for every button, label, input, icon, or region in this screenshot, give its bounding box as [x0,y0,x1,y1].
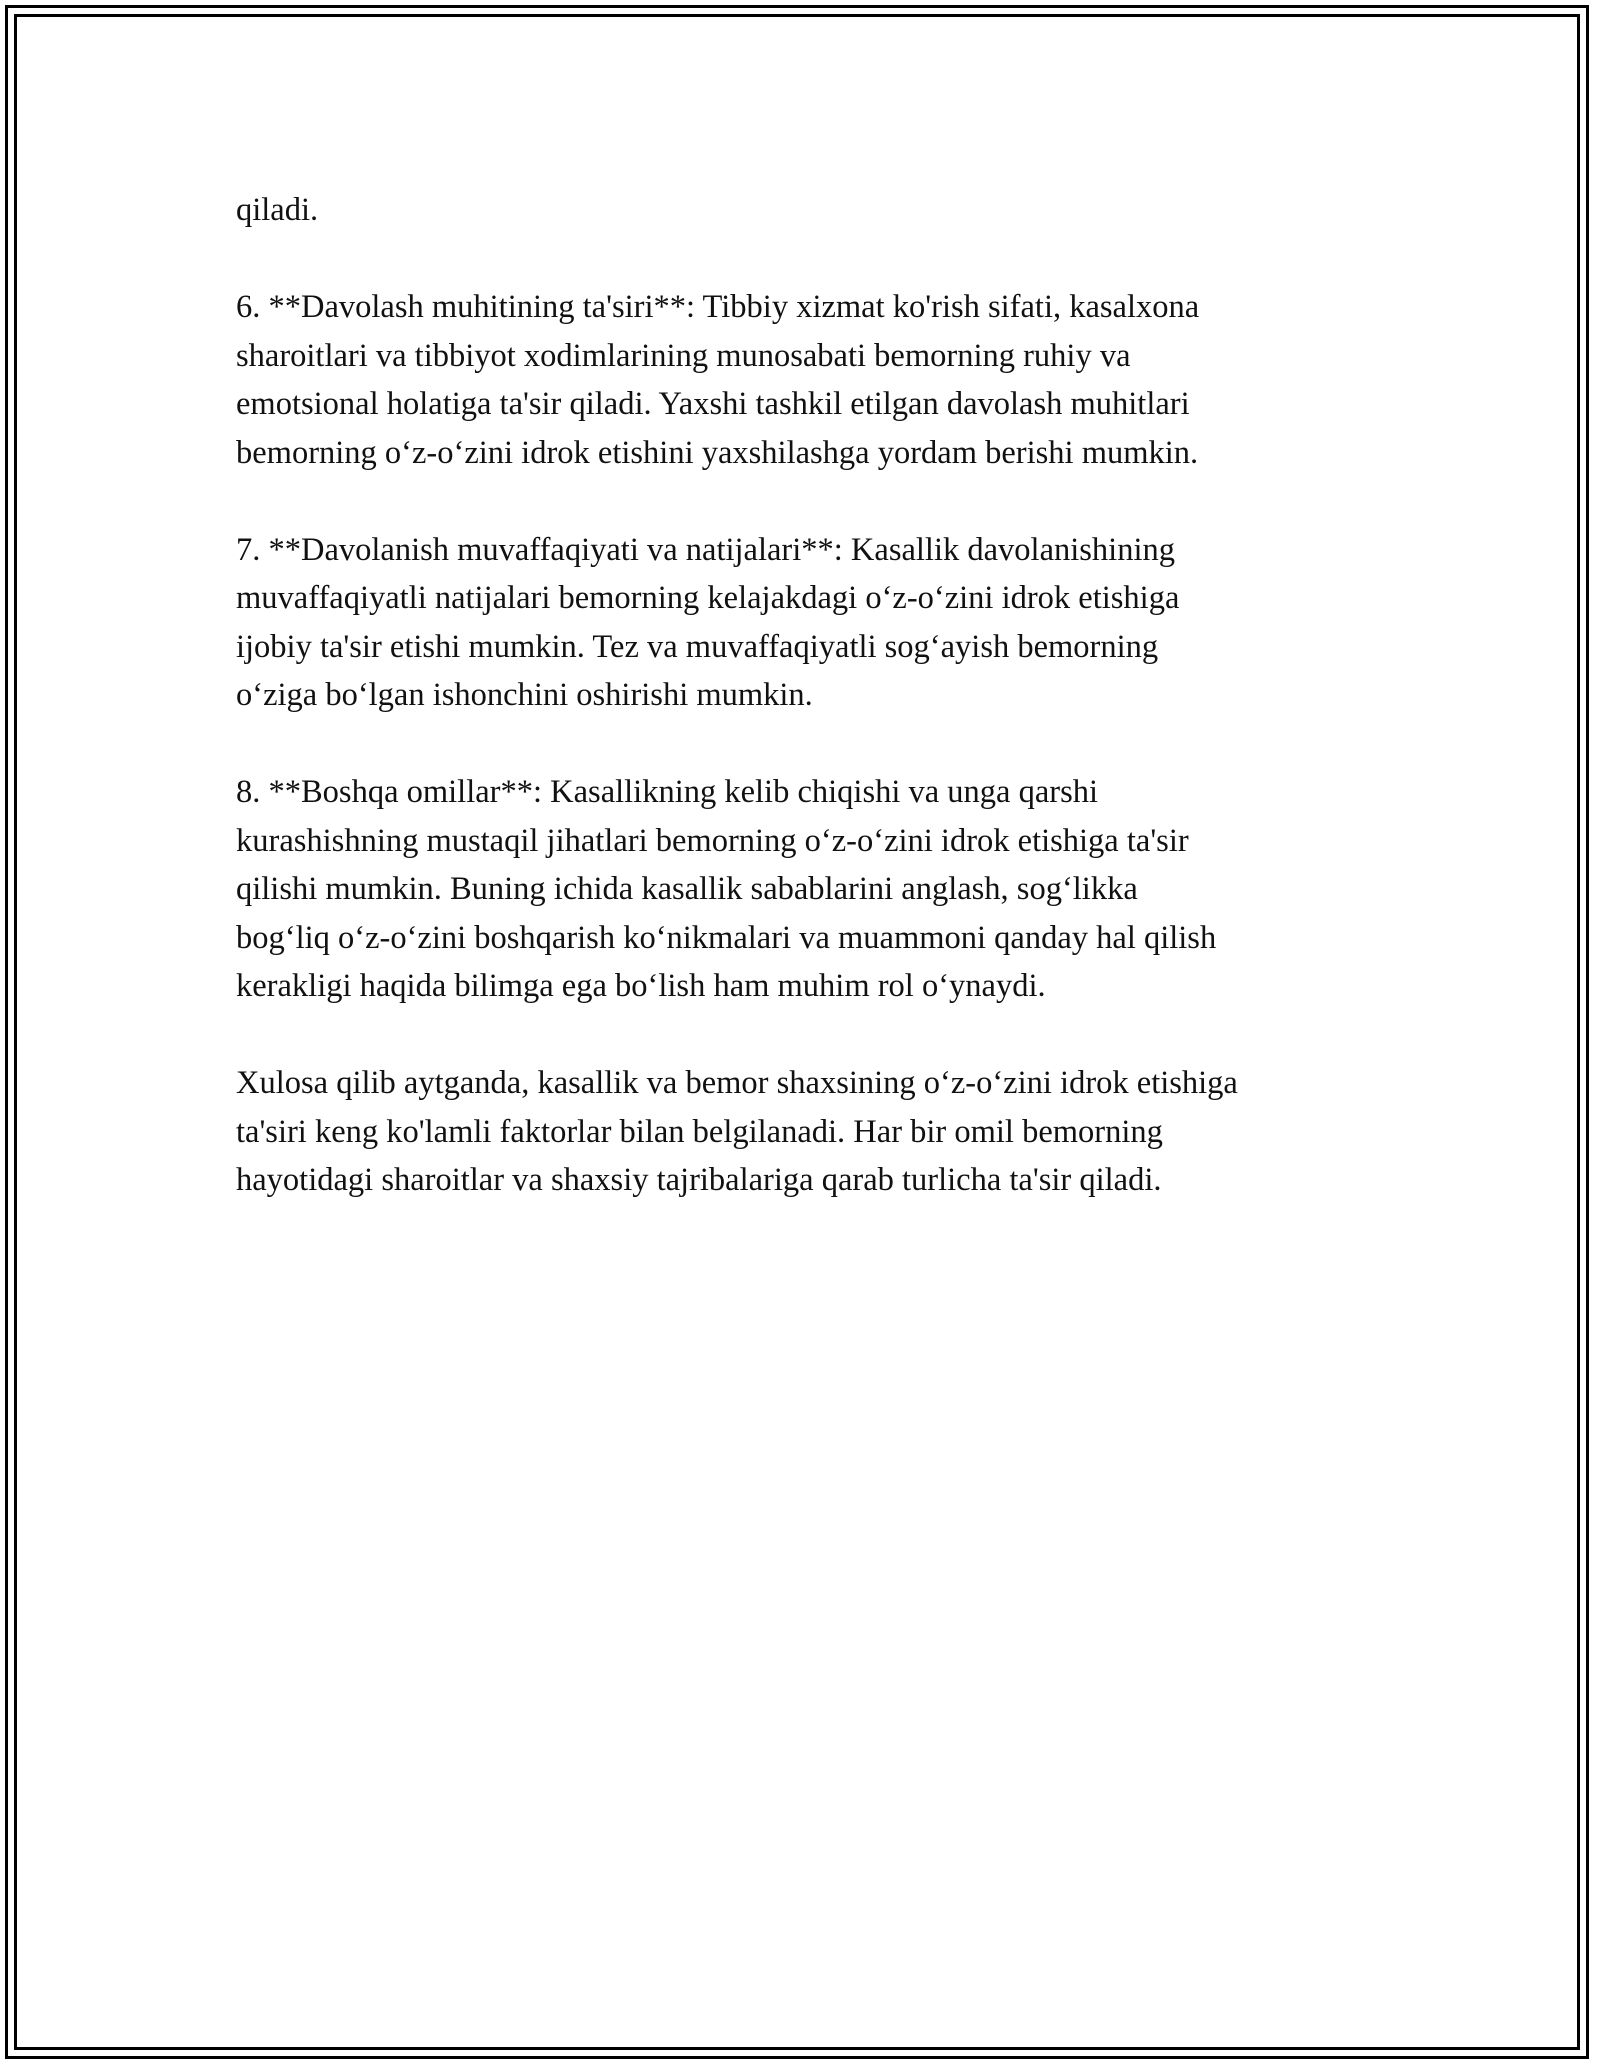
paragraph-continuation [236,186,1406,235]
text-line: ijobiy ta'sir etishi mumkin. Tez va muvaffaqiyatli sog‘ayish bemorning [236,628,1159,665]
paragraph-item-6 [236,283,1406,477]
paragraph-item-7 [236,526,1406,720]
text-line: ta'siri keng ko'lamli faktorlar bilan belgilanadi. Har bir omil bemorning [236,1113,1163,1150]
text-line: bog‘liq o‘z-o‘zini boshqarish ko‘nikmalari va muammoni qanday hal qilish [236,919,1217,956]
text-line: kerakligi haqida bilimga ega bo‘lish ham muhim rol o‘ynaydi. [236,968,1046,1004]
text-line: qiladi. [236,192,319,228]
text-line: sharoitlari va tibbiyot xodimlarining munosabati bemorning ruhiy va [236,337,1131,374]
text-line: 8. **Boshqa omillar**: Kasallikning kelib chiqishi va unga qarshi [236,774,1099,810]
paragraph-item-8 [236,768,1406,1011]
text-line: Xulosa qilib aytganda, kasallik va bemor shaxsining o‘z-o‘zini idrok etishiga [236,1065,1238,1101]
document-body [236,186,1406,1253]
text-line: 7. **Davolanish muvaffaqiyati va natijalari**: Kasallik davolanishining [236,531,1175,568]
paragraph-conclusion [236,1059,1406,1205]
text-line: hayotidagi sharoitlar va shaxsiy tajribalariga qarab turlicha ta'sir qiladi. [236,1162,1162,1198]
text-line: bemorning o‘z-o‘zini idrok etishini yaxshilashga yordam berishi mumkin. [236,434,1199,471]
text-line: kurashishning mustaqil jihatlari bemorning o‘z-o‘zini idrok etishiga ta'sir [236,822,1189,859]
text-line: 6. **Davolash muhitining ta'siri**: Tibbiy xizmat ko'rish sifati, kasalxona [236,289,1200,325]
text-line: emotsional holatiga ta'sir qiladi. Yaxshi tashkil etilgan davolash muhitlari [236,386,1190,422]
text-line: o‘ziga bo‘lgan ishonchini oshirishi mumkin. [236,677,813,713]
text-line: muvaffaqiyatli natijalari bemorning kelajakdagi o‘z-o‘zini idrok etishiga [236,580,1180,616]
text-line: qilishi mumkin. Buning ichida kasallik sabablarini anglash, sog‘likka [236,871,1138,907]
